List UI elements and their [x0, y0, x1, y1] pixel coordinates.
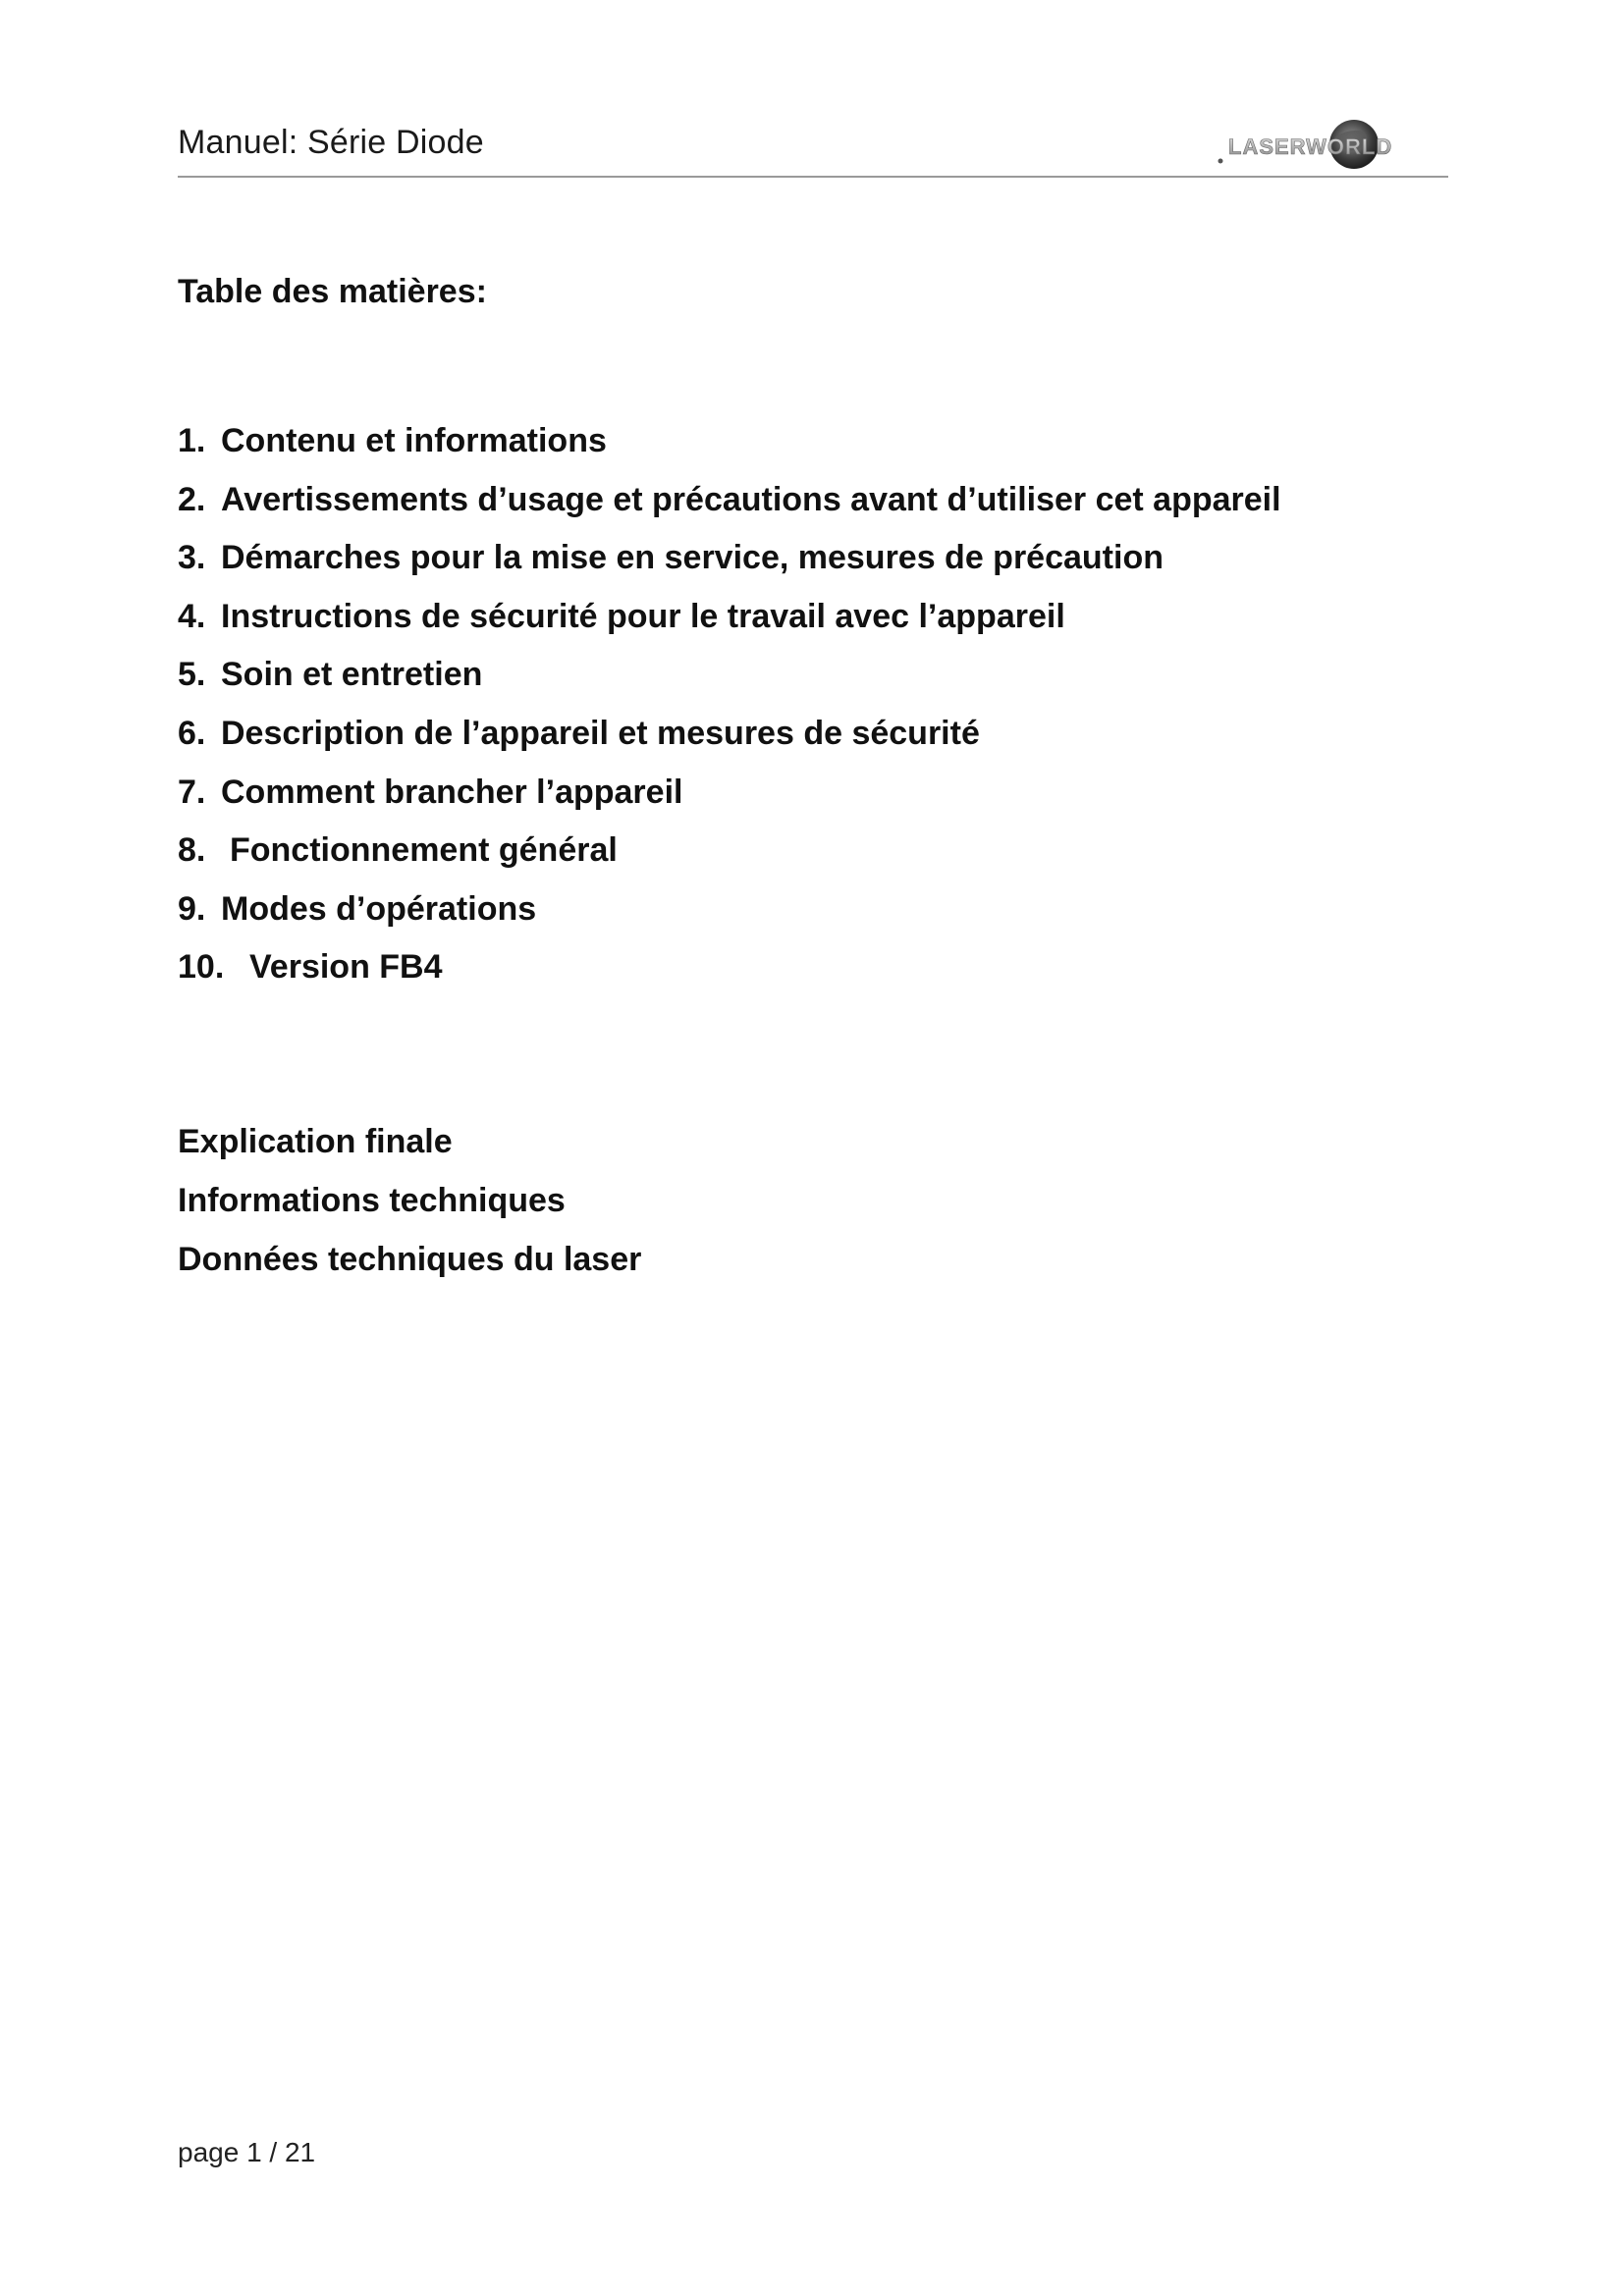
- toc-item: [178, 420, 1281, 479]
- toc-item: [178, 596, 1281, 655]
- toc-item: [178, 654, 1281, 713]
- toc-item-number: 2.: [178, 480, 206, 518]
- toc-item-label: Version FB4: [249, 948, 443, 987]
- toc-item-label: Soin et entretien: [221, 656, 483, 694]
- toc-item-label: Comment brancher l’appareil: [221, 773, 683, 811]
- logo-text: LASERWORLD: [1228, 134, 1393, 159]
- toc-item-label: Démarches pour la mise en service, mesures de précaution: [221, 539, 1164, 577]
- toc-item-number: 9.: [178, 889, 206, 928]
- appendix-list: [178, 1121, 641, 1298]
- toc-item-number: 8.: [178, 831, 206, 870]
- toc-item: [178, 479, 1281, 538]
- page-header: [178, 116, 1448, 175]
- toc-item: [178, 537, 1281, 596]
- page-number: page 1 / 21: [178, 2137, 316, 2167]
- toc-item-number: 6.: [178, 714, 206, 752]
- toc-item-number: 10.: [178, 948, 225, 987]
- header-divider: [178, 176, 1448, 178]
- toc-item: [178, 829, 1281, 888]
- toc-item-number: 4.: [178, 597, 206, 635]
- laserworld-logo: [1217, 118, 1448, 171]
- toc-item: [178, 772, 1281, 830]
- appendix-item: Données techniques du laser: [178, 1241, 642, 1278]
- toc-heading: Table des matières:: [178, 273, 487, 310]
- toc-item-label: Contenu et informations: [221, 422, 607, 459]
- toc-item-number: 5.: [178, 656, 206, 694]
- toc-item-number: 1.: [178, 422, 206, 459]
- toc-item-label: Modes d’opérations: [221, 889, 537, 928]
- toc-item-number: 3.: [178, 539, 206, 577]
- appendix-item: Informations techniques: [178, 1182, 566, 1219]
- toc-item-label: Instructions de sécurité pour le travail avec l’appareil: [221, 597, 1065, 635]
- toc-item: [178, 946, 1281, 1005]
- toc-item: [178, 713, 1281, 772]
- toc-item-label: Description de l’appareil et mesures de sécurité: [221, 714, 980, 752]
- toc-item-label: Fonctionnement général: [230, 831, 618, 870]
- toc-item: [178, 888, 1281, 947]
- toc-item-number: 7.: [178, 773, 206, 811]
- toc-item-label: Avertissements d’usage et précautions avant d’utiliser cet appareil: [221, 480, 1281, 518]
- toc-list: [178, 420, 1281, 1005]
- appendix-item: Explication finale: [178, 1123, 453, 1160]
- document-title: Manuel: Série Diode: [178, 124, 484, 161]
